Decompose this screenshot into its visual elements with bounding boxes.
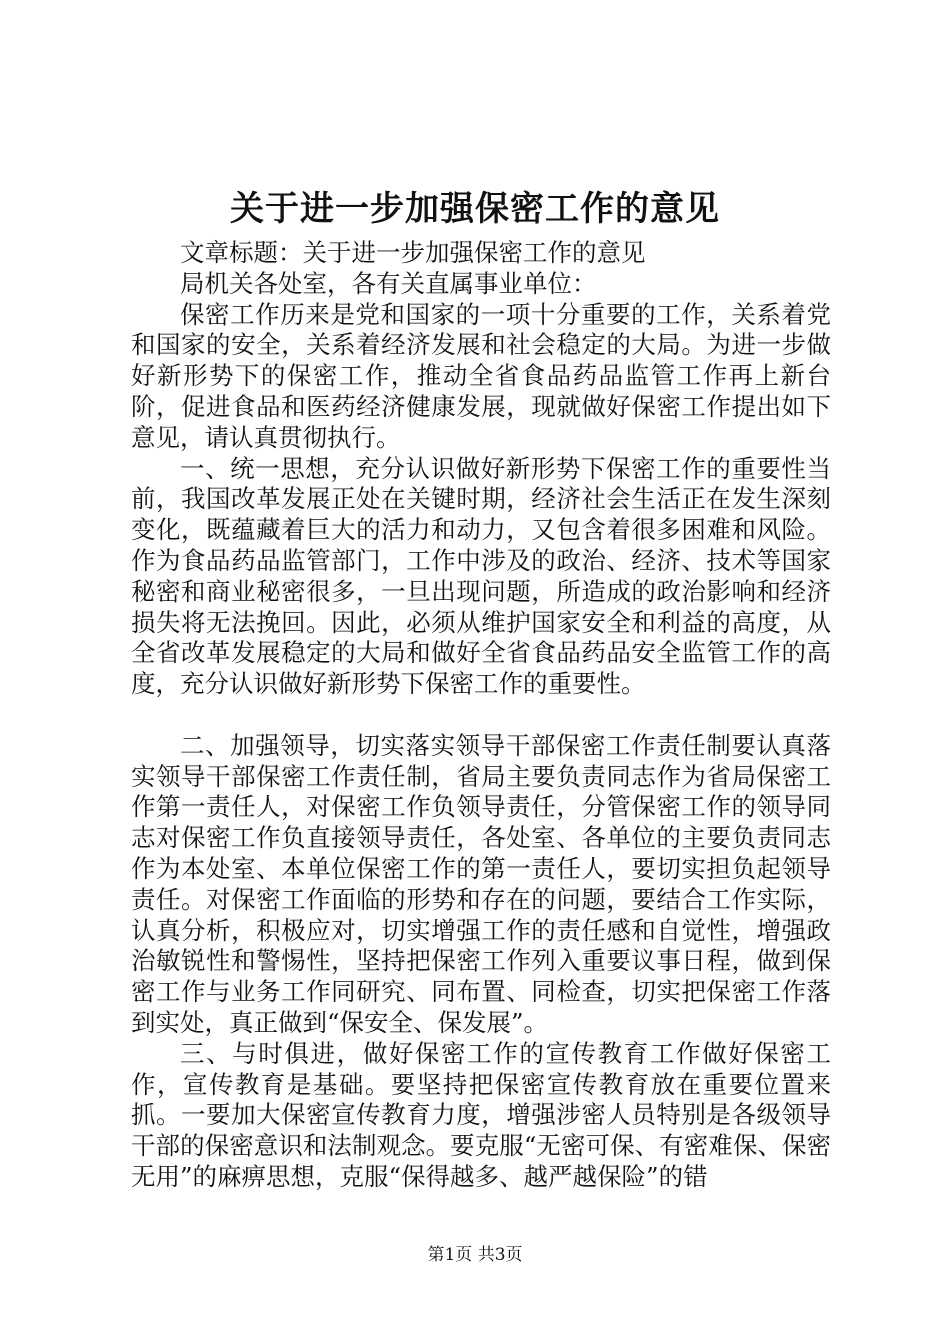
paragraph-section-2: 二、加强领导，切实落实领导干部保密工作责任制要认真落实领导干部保密工作责任制，省局主要负责同志作为省局保密工作第一责任人，对保密工作负领导责任，分管保密工作的领导同志对保密工作负直接领导责任，各处室、各单位的主要负责同志作为本处室、本单位保密工作的第一责任人，要切实担负起领导责任。对保密工作面临的形势和存在的问题，要结合工作实际，认真分析，积极应对，切实增强工作的责任感和自觉性，增强政治敏锐性和警惕性，坚持把保密工作列入重要议事日程，做到保密工作与业务工作同研究、同布置、同检查，切实把保密工作落到实处，真正做到“保安全、保发展”。 (131, 730, 831, 1037)
article-title-line: 文章标题：关于进一步加强保密工作的意见 (180, 238, 646, 267)
paragraph-section-1: 一、统一思想，充分认识做好新形势下保密工作的重要性当前，我国改革发展正处在关键时期，经济社会生活正在发生深刻变化，既蕴藏着巨大的活力和动力，又包含着很多困难和风险。作为食品药品监管部门，工作中涉及的政治、经济、技术等国家秘密和商业秘密很多，一旦出现问题，所造成的政治影响和经济损失将无法挽回。因此，必须从维护国家安全和利益的高度，从全省改革发展稳定的大局和做好全省食品药品安全监管工作的高度，充分认识做好新形势下保密工作的重要性。 (131, 453, 831, 699)
document-title: 关于进一步加强保密工作的意见 (230, 189, 720, 229)
page-number-footer: 第1页 共3页 (427, 1245, 523, 1265)
document-body (131, 238, 831, 1193)
salutation: 局机关各处室，各有关直属事业单位： (180, 268, 597, 298)
paragraph-section-3: 三、与时俱进，做好保密工作的宣传教育工作做好保密工作，宣传教育是基础。要坚持把保密宣传教育放在重要位置来抓。一要加大保密宣传教育力度，增强涉密人员特别是各级领导干部的保密意识和法制观念。要克服“无密可保、有密难保、保密无用”的麻痹思想，克服“保得越多、越严越保险”的错 (131, 1038, 831, 1191)
paragraph-intro: 保密工作历来是党和国家的一项十分重要的工作，关系着党和国家的安全，关系着经济发展和社会稳定的大局。为进一步做好新形势下的保密工作，推动全省食品药品监管工作再上新台阶，促进食品和医药经济健康发展，现就做好保密工作提出如下意见，请认真贯彻执行。 (131, 299, 831, 452)
